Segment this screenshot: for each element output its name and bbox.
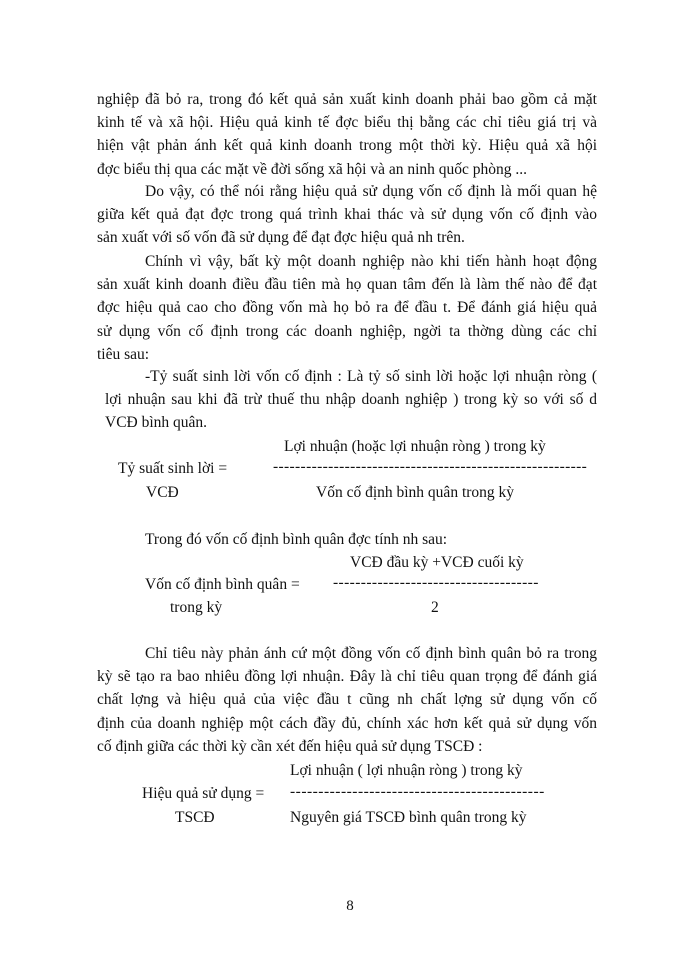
- text-line: sản xuất với số vốn đã sử dụng để đạt đợc hiệu quả nh trên.: [97, 229, 465, 247]
- text-line: -Tỷ suất sinh lời vốn cố định : Là tỷ số sinh lời hoặc lợi nhuận ròng (: [145, 368, 597, 385]
- text-line: giữa kết quả đạt đợc trong quá trình khai thác và sử dụng vốn cố định vào: [97, 206, 597, 224]
- formula-3-numerator: Lợi nhuận ( lợi nhuận ròng ) trong kỳ: [290, 762, 523, 779]
- text-line: VCĐ bình quân.: [105, 414, 208, 432]
- formula-1-label-2: VCĐ: [146, 484, 179, 501]
- text-line: đợc biểu thị qua các mặt về đời sống xã hội và an ninh quốc phòng ...: [97, 160, 528, 178]
- text-line: kinh tế và xã hội. Hiệu quả kinh tế đợc biểu thị bằng các chỉ tiêu giá trị và: [97, 114, 597, 132]
- text-line: Chỉ tiêu này phản ánh cứ một đồng vốn cố định bình quân bỏ ra trong: [145, 645, 597, 662]
- text-line: chất lợng và hiệu quả của việc đầu t cũng nh chất lợng sử dụng vốn cố: [97, 691, 597, 709]
- formula-2-label: Vốn cố định bình quân =: [145, 576, 300, 593]
- formula-3-label: Hiệu quả sử dụng =: [142, 785, 265, 802]
- formula-1-fraction-bar: ---------------------------------------------------------: [273, 458, 588, 475]
- text-line: sử dụng vốn cố định trong các doanh nghiệp, ngời ta thờng dùng các chỉ: [97, 322, 597, 340]
- formula-2-numerator: VCĐ đầu kỳ +VCĐ cuối kỳ: [350, 554, 524, 571]
- paragraph-5: [97, 642, 597, 758]
- formula-3-denominator: Nguyên giá TSCĐ bình quân trong kỳ: [290, 809, 527, 826]
- text-line: nghiệp đã bỏ ra, trong đó kết quả sản xuất kinh doanh phải bao gồm cả mặt: [97, 91, 597, 108]
- formula-3-label-2: TSCĐ: [175, 809, 215, 826]
- text-line: sản xuất kinh doanh điều đầu tiên mà họ quan tâm đến là làm thế nào để đạt: [97, 276, 597, 294]
- formula-2-intro: Trong đó vốn cố định bình quân đợc tính nh sau:: [145, 531, 448, 548]
- text-line: cố định giữa các thời kỳ cần xét đến hiệu quả sử dụng TSCĐ :: [97, 737, 483, 755]
- page-number: 8: [346, 898, 354, 914]
- formula-3-fraction-bar: ---------------------------------------------: [290, 783, 545, 800]
- formula-1-label: Tỷ suất sinh lời =: [118, 460, 228, 477]
- text-line: kỳ sẽ tạo ra bao nhiêu đồng lợi nhuận. Đây là chỉ tiêu quan trọng để đánh giá: [97, 668, 597, 686]
- formula-1-denominator: Vốn cố định bình quân trong kỳ: [316, 484, 515, 501]
- text-line: đợc hiệu quả cao cho đồng vốn mà họ bỏ ra để đầu t. Để đánh giá hiệu quả: [97, 299, 597, 317]
- text-line: tiêu sau:: [97, 345, 150, 363]
- text-line: Chính vì vậy, bất kỳ một doanh nghiệp nào khi tiến hành hoạt động: [145, 253, 597, 270]
- paragraph-2: [97, 180, 597, 250]
- paragraph-3: [97, 250, 597, 366]
- text-line: định của doanh nghiệp một cách đầy đủ, chính xác hơn kết quả sử dụng vốn: [97, 714, 597, 732]
- formula-2-fraction-bar: -------------------------------------: [333, 574, 539, 591]
- formula-1-numerator: Lợi nhuận (hoặc lợi nhuận ròng ) trong kỳ: [284, 438, 546, 455]
- text-line: Do vậy, có thể nói rằng hiệu quả sử dụng vốn cố định là mối quan hệ: [145, 183, 597, 200]
- paragraph-4: [97, 365, 597, 435]
- paragraph-1: [97, 88, 597, 181]
- text-line: hiện vật phản ánh kết quả kinh doanh trong một thời kỳ. Hiệu quả xã hội: [97, 137, 597, 155]
- formula-2-denominator: 2: [431, 599, 439, 616]
- formula-2-label-2: trong kỳ: [170, 599, 223, 616]
- text-line: lợi nhuận sau khi đã trừ thuế thu nhập doanh nghiệp ) trong kỳ so với số d: [105, 391, 597, 409]
